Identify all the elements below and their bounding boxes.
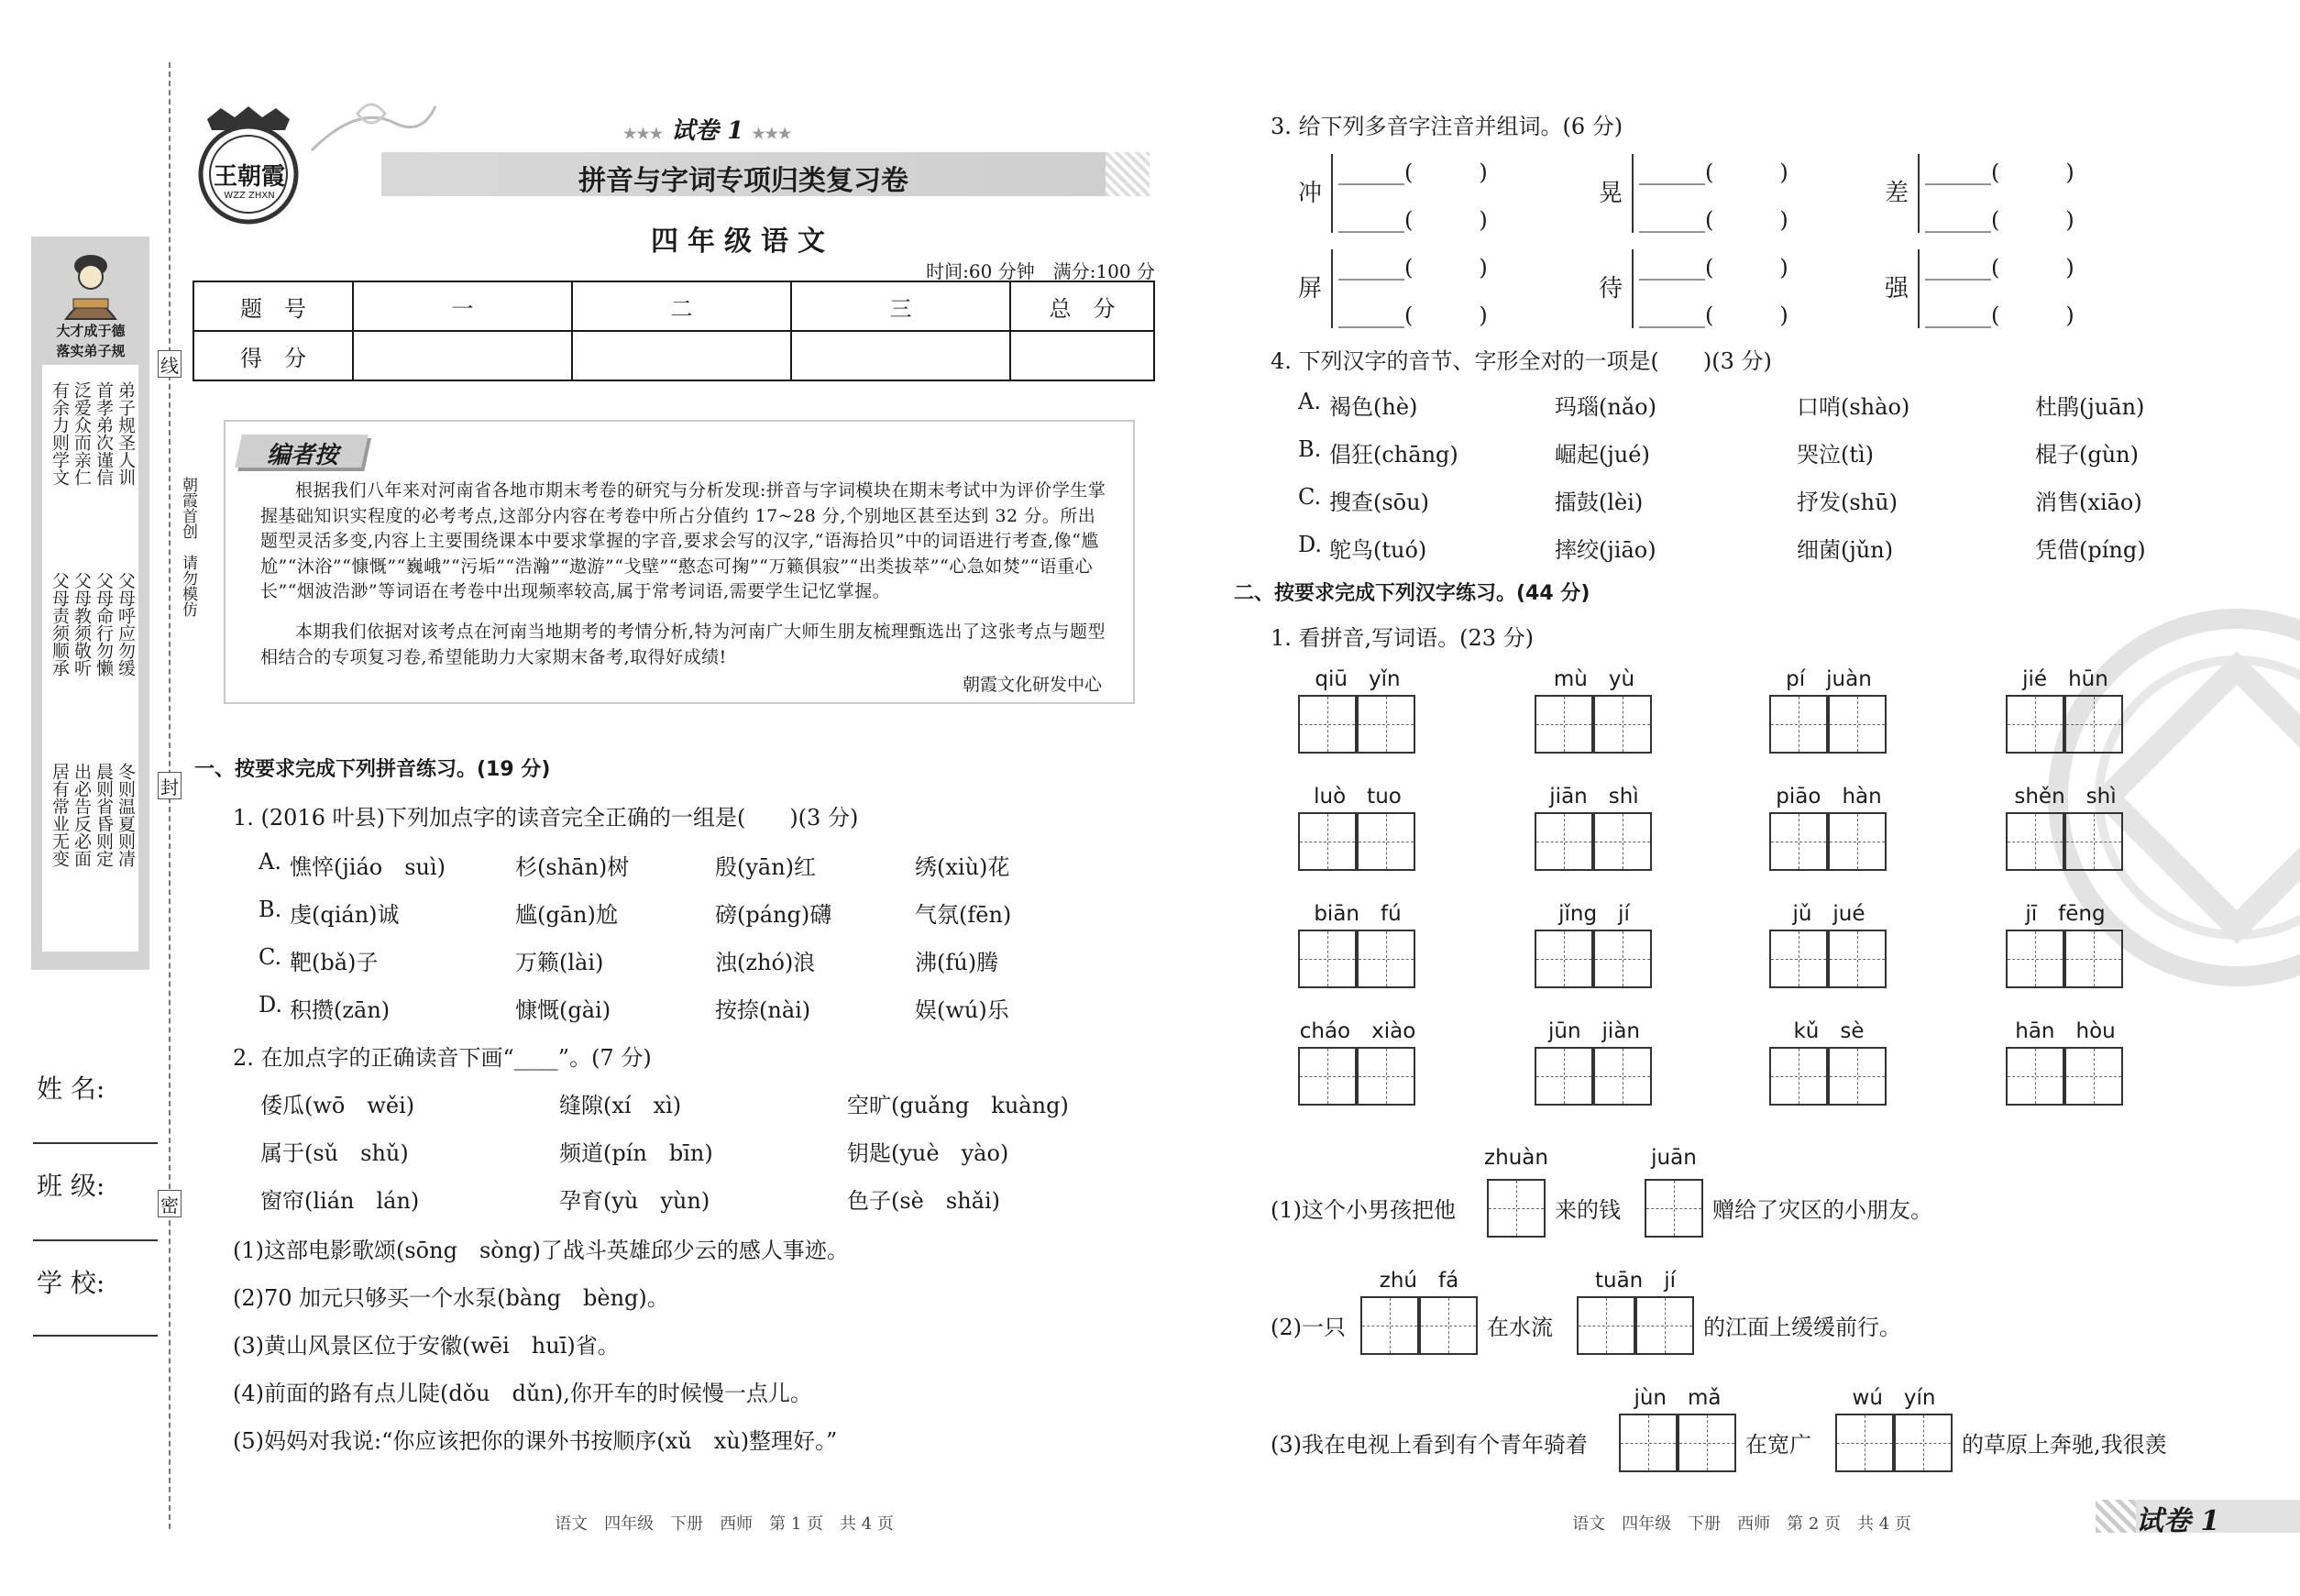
ribbon-decoration bbox=[303, 95, 440, 160]
pinyin-label: mù yù bbox=[1553, 667, 1635, 691]
score-cell[interactable] bbox=[353, 331, 572, 380]
maxim-column: 有余力则学文 bbox=[50, 381, 70, 486]
polyphone-char: 冲 bbox=[1298, 180, 1323, 207]
pinyin-label: kǔ sè bbox=[1793, 1019, 1865, 1043]
q4-option-item: 细菌(jǔn) bbox=[1797, 537, 1894, 563]
fill-pinyin: tuān jí bbox=[1594, 1269, 1677, 1293]
student-class-line[interactable] bbox=[33, 1239, 158, 1241]
student-school-line[interactable] bbox=[33, 1335, 158, 1337]
q4-option-label: D. bbox=[1298, 532, 1323, 557]
page-subtitle: 四年级语文 bbox=[651, 226, 834, 258]
polyphone-char: 晃 bbox=[1599, 180, 1623, 207]
polyphone-brace bbox=[1918, 249, 1920, 328]
pinyin-label: luò tuo bbox=[1314, 785, 1402, 809]
q1-option-item: 杉(shān)树 bbox=[515, 854, 630, 880]
sidebar-caption-2: 落实弟子规 bbox=[56, 343, 126, 359]
q4-option-item: 摔绞(jiāo) bbox=[1555, 537, 1656, 563]
q2-sentence[interactable]: (3)黄山风景区位于安徽(wēi huī)省。 bbox=[233, 1333, 620, 1359]
polyphone-blank[interactable]: ______( ) bbox=[1639, 255, 1788, 281]
polyphone-char: 差 bbox=[1885, 180, 1909, 207]
pinyin-label: hān hòu bbox=[2015, 1019, 2116, 1043]
writing-cell[interactable] bbox=[1535, 930, 1593, 988]
q2-word[interactable]: 钥匙(yuè yào) bbox=[847, 1140, 1009, 1166]
q1-option-item: 虔(qián)诚 bbox=[290, 902, 400, 928]
pinyin-label: jiān shì bbox=[1549, 785, 1639, 809]
pinyin-label: shěn shì bbox=[2014, 785, 2117, 809]
vertical-note: 朝霞首创 请勿模仿 bbox=[179, 477, 197, 617]
pinyin-label: jǐng jí bbox=[1558, 902, 1630, 926]
q2-word[interactable]: 缝隙(xí xì) bbox=[559, 1093, 682, 1118]
polyphone-char: 待 bbox=[1599, 275, 1623, 303]
q4-option-label: B. bbox=[1298, 436, 1322, 462]
writing-cell[interactable] bbox=[1419, 1296, 1478, 1355]
polyphone-brace bbox=[1632, 154, 1634, 233]
student-name-line[interactable] bbox=[33, 1142, 158, 1144]
writing-cell[interactable] bbox=[2006, 1047, 2064, 1106]
pinyin-label: jūn jiàn bbox=[1548, 1019, 1640, 1043]
writing-cell[interactable] bbox=[1298, 1047, 1357, 1106]
q2-sentence[interactable]: (4)前面的路有点儿陡(dǒu dǔn),你开车的时候慢一点儿。 bbox=[233, 1381, 812, 1406]
q3-stem: 3. 给下列多音字注音并组词。(6 分) bbox=[1271, 114, 1623, 139]
footer-left: 语文 四年级 下册 西师 第 1 页 共 4 页 bbox=[555, 1514, 894, 1534]
writing-cell[interactable] bbox=[1769, 930, 1828, 988]
writing-cell[interactable] bbox=[1357, 812, 1415, 871]
writing-cell[interactable] bbox=[1635, 1296, 1694, 1355]
polyphone-blank[interactable]: ______( ) bbox=[1338, 207, 1488, 233]
writing-cell[interactable] bbox=[1357, 695, 1415, 754]
q1-option-item: 积攒(zān) bbox=[290, 997, 391, 1023]
stars-left: ★★★ bbox=[623, 125, 664, 142]
q4-option-item: 崛起(jué) bbox=[1555, 442, 1650, 468]
q2-word[interactable]: 窗帘(lián lán) bbox=[260, 1188, 420, 1214]
q4-option-item: 倡狂(chāng) bbox=[1329, 442, 1458, 468]
maxim-column: 出必告反必面 bbox=[72, 763, 92, 867]
writing-cell[interactable] bbox=[1593, 930, 1652, 988]
score-table-header: 三 bbox=[791, 281, 1010, 331]
paper-label: 试卷 1 bbox=[671, 117, 744, 145]
q4-option-item: 棍子(gùn) bbox=[2035, 442, 2140, 468]
q2-word[interactable]: 空旷(guǎng kuàng) bbox=[847, 1093, 1069, 1118]
q2-sentence[interactable]: (5)妈妈对我说:“你应该把你的课外书按顺序(xǔ xù)整理好。” bbox=[233, 1428, 838, 1454]
fill-sentence-middle: 在宽广 bbox=[1745, 1432, 1811, 1458]
fill-sentence-before: (2)一只 bbox=[1271, 1315, 1346, 1340]
sidebar-panel bbox=[31, 237, 149, 970]
q2-stem: 2. 在加点字的正确读音下画“____”。(7 分) bbox=[233, 1045, 652, 1071]
fill-pinyin: wú yín bbox=[1852, 1386, 1936, 1410]
q1-option-label: D. bbox=[259, 992, 283, 1018]
editor-note-para1: 根据我们八年来对河南省各地市期末考卷的研究与分析发现:拼音与字词模块在期末考试中为评价学生掌握基础知识实程度的必考考点,这部分内容在考卷中所占分值约 17~28 分,个别地区甚至达到 32 分。所出题型灵活多变,内容上主要围绕课本中要求掌握的字音,要求会写的汉字,“语海拾贝”中的词语进行考查,像“尴尬”“沐浴”“慷慨”“巍峨”“污垢”“浩瀚”“遨游”“戈壁”“憨态可掬”“万籁俱寂”“出类拔萃”“心急如焚”“语重心长”“烟波浩渺”等词语在考卷中出现频率较高,属于常考词语,需要学生记忆掌握。 bbox=[260, 480, 1106, 601]
polyphone-blank[interactable]: ______( ) bbox=[1925, 160, 2074, 185]
score-cell[interactable] bbox=[791, 331, 1010, 380]
pinyin-label: jǔ jué bbox=[1792, 902, 1865, 926]
q1-option-item: 万籁(lài) bbox=[515, 950, 604, 975]
q2-sentence[interactable]: (2)70 加元只够买一个水泵(bàng bèng)。 bbox=[233, 1285, 669, 1311]
writing-cell[interactable] bbox=[2064, 812, 2123, 871]
fill-pinyin: juān bbox=[1651, 1146, 1697, 1170]
score-table-header: 总 分 bbox=[1010, 281, 1154, 331]
polyphone-blank[interactable]: ______( ) bbox=[1338, 255, 1488, 281]
pinyin-label: jī fēng bbox=[2025, 902, 2106, 926]
writing-cell[interactable] bbox=[1535, 812, 1593, 871]
footer-badge-pattern bbox=[2096, 1500, 2136, 1533]
writing-cell[interactable] bbox=[1357, 1047, 1415, 1106]
q4-option-item: 搜查(sōu) bbox=[1329, 490, 1429, 515]
paper-badge bbox=[623, 112, 791, 146]
page-title: 拼音与字词专项归类复习卷 bbox=[578, 165, 908, 197]
q1-option-item: 浊(zhó)浪 bbox=[715, 950, 816, 975]
pinyin-label: biān fú bbox=[1314, 902, 1402, 926]
writing-cell[interactable] bbox=[1360, 1296, 1419, 1355]
writing-cell[interactable] bbox=[1593, 695, 1652, 754]
writing-cell[interactable] bbox=[1593, 812, 1652, 871]
writing-cell[interactable] bbox=[1298, 930, 1357, 988]
writing-cell[interactable] bbox=[1828, 812, 1887, 871]
polyphone-blank[interactable]: ______( ) bbox=[1338, 160, 1488, 185]
maxim-column: 父母责须顺承 bbox=[50, 572, 70, 677]
score-table-header: 题 号 bbox=[193, 281, 353, 331]
maxim-column: 父母教须敬听 bbox=[72, 572, 92, 677]
fill-sentence-before: (3)我在电视上看到有个青年骑着 bbox=[1271, 1432, 1588, 1458]
polyphone-blank[interactable]: ______( ) bbox=[1925, 303, 2074, 328]
score-table-label: 得 分 bbox=[193, 331, 353, 380]
q1-option-label: A. bbox=[259, 849, 281, 875]
writing-cell[interactable] bbox=[1487, 1179, 1546, 1238]
fill-sentence-middle: 在水流 bbox=[1487, 1315, 1553, 1340]
q4-option-item: 杜鹃(juān) bbox=[2035, 394, 2145, 420]
writing-cell[interactable] bbox=[1835, 1414, 1894, 1472]
maxims-panel bbox=[42, 365, 138, 952]
q1-option-item: 绣(xiù)花 bbox=[915, 854, 1010, 880]
writing-cell[interactable] bbox=[1357, 930, 1415, 988]
polyphone-blank[interactable]: ______( ) bbox=[1338, 303, 1488, 328]
stars-right: ★★★ bbox=[752, 125, 792, 142]
maxim-column: 泛爱众而亲仁 bbox=[72, 381, 92, 486]
polyphone-blank[interactable]: ______( ) bbox=[1925, 207, 2074, 233]
q1-option-item: 娱(wú)乐 bbox=[915, 997, 1009, 1023]
pinyin-label: pí juàn bbox=[1786, 667, 1872, 691]
footer-badge: 试卷 1 bbox=[2136, 1505, 2220, 1537]
section2-heading: 二、按要求完成下列汉字练习。(44 分) bbox=[1234, 582, 1590, 605]
q4-option-label: C. bbox=[1298, 484, 1322, 510]
writing-cell[interactable] bbox=[1894, 1414, 1953, 1472]
pinyin-label: qiū yǐn bbox=[1315, 667, 1401, 691]
polyphone-brace bbox=[1331, 249, 1333, 328]
fill-pinyin: jùn mǎ bbox=[1634, 1386, 1722, 1410]
pinyin-label: jié hūn bbox=[2022, 667, 2108, 691]
section2-q1-stem: 1. 看拼音,写词语。(23 分) bbox=[1271, 625, 1535, 651]
q4-option-item: 口哨(shào) bbox=[1797, 394, 1910, 420]
maxim-column: 首孝弟次谨信 bbox=[94, 381, 114, 486]
writing-cell[interactable] bbox=[2064, 1047, 2123, 1106]
maxim-column: 弟子规圣人训 bbox=[116, 381, 136, 486]
bind-mark-line: 线 bbox=[158, 350, 182, 378]
writing-cell[interactable] bbox=[2006, 812, 2064, 871]
writing-cell[interactable] bbox=[1828, 695, 1887, 754]
polyphone-blank[interactable]: ______( ) bbox=[1639, 207, 1788, 233]
writing-cell[interactable] bbox=[2064, 930, 2123, 988]
score-cell[interactable] bbox=[1010, 331, 1154, 380]
student-name-label: 姓 名: bbox=[37, 1073, 105, 1104]
scholar-icon bbox=[57, 248, 125, 321]
fill-pinyin: zhú fá bbox=[1379, 1269, 1459, 1293]
q2-word[interactable]: 倭瓜(wō wěi) bbox=[260, 1093, 415, 1118]
pinyin-label: piāo hàn bbox=[1776, 785, 1882, 809]
student-class-label: 班 级: bbox=[37, 1171, 105, 1201]
maxim-column: 冬则温夏则凊 bbox=[116, 763, 136, 867]
student-school-label: 学 校: bbox=[37, 1268, 105, 1298]
editor-note-para2: 本期我们依据对该考点在河南当地期考的考情分析,特为河南广大师生朋友梳理甄选出了这张考点与题型相结合的专项复习卷,希望能助力大家期末备考,取得好成绩! bbox=[260, 622, 1106, 667]
q4-option-item: 抒发(shū) bbox=[1797, 490, 1898, 515]
writing-cell[interactable] bbox=[1769, 695, 1828, 754]
score-cell[interactable] bbox=[572, 331, 791, 380]
writing-cell[interactable] bbox=[2006, 695, 2064, 754]
writing-cell[interactable] bbox=[1769, 812, 1828, 871]
q1-option-item: 沸(fú)腾 bbox=[915, 950, 999, 975]
sidebar-caption-1: 大才成于德 bbox=[56, 323, 126, 339]
q1-option-item: 靶(bǎ)子 bbox=[290, 950, 379, 975]
maxim-column: 父母呼应勿缓 bbox=[116, 572, 136, 677]
bind-mark-secret: 密 bbox=[158, 1190, 182, 1217]
writing-cell[interactable] bbox=[1678, 1414, 1736, 1472]
fill-sentence-middle: 来的钱 bbox=[1555, 1197, 1621, 1223]
q1-option-item: 憔悴(jiáo suì) bbox=[290, 854, 446, 880]
footer-right: 语文 四年级 下册 西师 第 2 页 共 4 页 bbox=[1572, 1514, 1911, 1534]
q2-word[interactable]: 色子(sè shǎi) bbox=[847, 1188, 1001, 1214]
q1-option-item: 慷慨(gài) bbox=[515, 997, 611, 1023]
writing-cell[interactable] bbox=[2064, 695, 2123, 754]
writing-cell[interactable] bbox=[1828, 1047, 1887, 1106]
pinyin-label: cháo xiào bbox=[1299, 1019, 1416, 1043]
writing-cell[interactable] bbox=[1593, 1047, 1652, 1106]
writing-cell[interactable] bbox=[1619, 1414, 1678, 1472]
writing-cell[interactable] bbox=[1769, 1047, 1828, 1106]
writing-cell[interactable] bbox=[1535, 695, 1593, 754]
q1-option-label: C. bbox=[259, 944, 282, 970]
writing-cell[interactable] bbox=[1645, 1179, 1703, 1238]
polyphone-char: 屏 bbox=[1298, 275, 1323, 303]
q4-option-item: 鸵鸟(tuó) bbox=[1329, 537, 1427, 563]
q4-option-item: 消售(xiāo) bbox=[2035, 490, 2142, 515]
fill-pinyin: zhuàn bbox=[1484, 1146, 1548, 1170]
q1-option-label: B. bbox=[259, 897, 282, 922]
fill-sentence-before: (1)这个小男孩把他 bbox=[1271, 1197, 1456, 1223]
writing-cell[interactable] bbox=[1577, 1296, 1635, 1355]
q2-word[interactable]: 频道(pín bīn) bbox=[559, 1140, 713, 1166]
editor-note-signature: 朝霞文化研发中心 bbox=[962, 675, 1102, 695]
q4-option-item: 凭借(píng) bbox=[2035, 537, 2146, 563]
maxim-column: 晨则省昏则定 bbox=[94, 763, 114, 867]
bind-mark-seal: 封 bbox=[158, 772, 182, 799]
maxim-column: 居有常业无变 bbox=[50, 763, 70, 867]
writing-cell[interactable] bbox=[1298, 812, 1357, 871]
score-table-header: 二 bbox=[572, 281, 791, 331]
logo-text: 王朝霞 bbox=[213, 163, 285, 191]
polyphone-blank[interactable]: ______( ) bbox=[1639, 160, 1788, 185]
q4-option-item: 哭泣(tì) bbox=[1797, 442, 1875, 468]
q2-sentence[interactable]: (1)这部电影歌颂(sōng sòng)了战斗英雄邱少云的感人事迹。 bbox=[233, 1238, 849, 1263]
fill-sentence-after: 的江面上缓缓前行。 bbox=[1703, 1315, 1901, 1340]
editor-note-title: 编者按 bbox=[266, 442, 338, 469]
q1-stem: 1. (2016 叶县)下列加点字的读音完全正确的一组是( )(3 分) bbox=[233, 805, 859, 831]
section1-heading: 一、按要求完成下列拼音练习。(19 分) bbox=[194, 758, 551, 781]
score-table bbox=[193, 281, 1155, 381]
q4-option-label: A. bbox=[1298, 389, 1321, 414]
q1-option-item: 殷(yān)红 bbox=[715, 854, 817, 880]
fill-sentence-after: 赠给了灾区的小朋友。 bbox=[1712, 1197, 1932, 1223]
writing-cell[interactable] bbox=[1535, 1047, 1593, 1106]
q1-option-item: 按捺(nài) bbox=[715, 997, 811, 1023]
writing-cell[interactable] bbox=[1298, 695, 1357, 754]
writing-cell[interactable] bbox=[2006, 930, 2064, 988]
polyphone-brace bbox=[1918, 154, 1920, 233]
q4-option-item: 玛瑙(nǎo) bbox=[1555, 394, 1656, 420]
maxim-column: 父母命行勿懒 bbox=[94, 572, 114, 677]
polyphone-char: 强 bbox=[1885, 275, 1909, 303]
polyphone-brace bbox=[1632, 249, 1634, 328]
q1-option-item: 尴(gān)尬 bbox=[515, 902, 618, 928]
q4-option-item: 擂鼓(lèi) bbox=[1555, 490, 1644, 515]
polyphone-blank[interactable]: ______( ) bbox=[1639, 303, 1788, 328]
logo-subtext: WZZ ZHXN bbox=[224, 191, 275, 201]
writing-cell[interactable] bbox=[1828, 930, 1887, 988]
q1-option-item: 气氛(fēn) bbox=[915, 902, 1012, 928]
q4-stem: 4. 下列汉字的音节、字形全对的一项是( )(3 分) bbox=[1271, 348, 1772, 374]
score-table-header: 一 bbox=[353, 281, 572, 331]
time-info: 时间:60 分钟 满分:100 分 bbox=[926, 260, 1155, 282]
polyphone-brace bbox=[1331, 154, 1333, 233]
q2-word[interactable]: 属于(sǔ shǔ) bbox=[260, 1140, 409, 1166]
polyphone-blank[interactable]: ______( ) bbox=[1925, 255, 2074, 281]
title-bar-pattern bbox=[1106, 152, 1150, 196]
fill-sentence-after: 的草原上奔驰,我很羡 bbox=[1962, 1432, 2167, 1458]
q4-option-item: 褐色(hè) bbox=[1329, 394, 1418, 420]
q2-word[interactable]: 孕育(yù yùn) bbox=[559, 1188, 710, 1214]
editor-note-box bbox=[224, 420, 1135, 704]
q1-option-item: 磅(páng)礴 bbox=[715, 902, 832, 928]
